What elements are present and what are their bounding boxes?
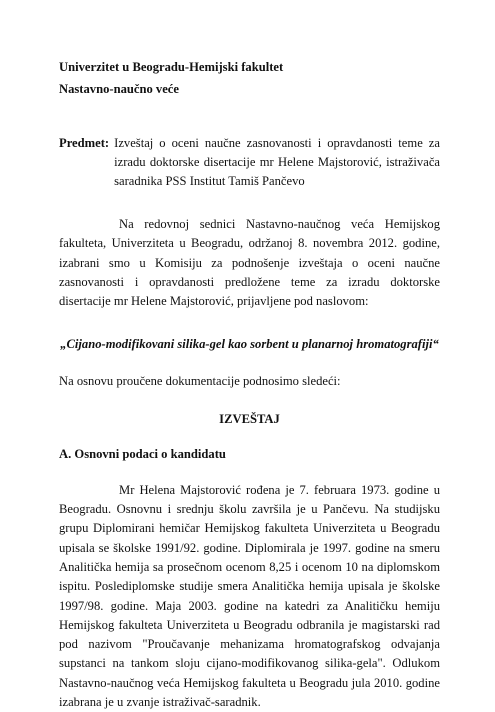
basis-sentence: Na osnovu proučene dokumentacije podnosimo sledeći: — [59, 374, 341, 389]
subject-text: Izveštaj o oceni naučne zasnovanosti i opravdanosti teme za izradu doktorske disertacije mr Helene Majstorović, istraživača saradnika PSS Institut Tamiš Pančevo — [114, 136, 440, 188]
thesis-title: „Cijano-modifikovani silika-gel kao sorbent u planarnoj hromatografiji“ — [60, 337, 439, 352]
section-a-heading: A. Osnovni podaci o kandidatu — [59, 446, 226, 461]
subject-label: Predmet: — [59, 136, 110, 150]
subject-block — [59, 134, 440, 191]
council-heading: Nastavno-naučno veće — [59, 82, 179, 96]
report-heading: IZVEŠTAJ — [219, 411, 280, 426]
candidate-paragraph: Mr Helena Majstorović rođena je 7. februara 1973. godine u Beogradu. Osnovnu i srednju školu završila je u Pančevu. Na studijsku grupu Diplomirani hemičar Hemijskog fakulteta Univerziteta u Beogradu upisala se školske 1991/92. godine. Diplomirala je 1997. godine na smeru Analitička hemija sa prosečnom ocenom 8,25 i ocenom 10 na diplomskom ispitu. Poslediplomske studije smera Analitička hemija upisala je školske 1997/98. godine. Maja 2003. godine na katedri za Analitičku hemiju Hemijskog fakulteta Univerziteta u Beogradu odbranila je magistarski rad pod nazivom "Proučavanje mehanizama hromatografskog odvajanja supstanci na tankom sloju cijano-modifikovanog silika-gela". Odlukom Nastavno-naučnog veća Hemijskog fakulteta u Beogradu jula 2010. godine izabrana je u zvanje istraživač-saradnik. — [59, 482, 440, 710]
institution-heading: Univerzitet u Beogradu-Hemijski fakultet — [59, 60, 284, 74]
intro-paragraph: Na redovnoj sednici Nastavno-naučnog veća Hemijskog fakulteta, Univerziteta u Beogradu, održanoj 8. novembra 2012. godine, izabrani smo u Komisiju za podnošenje izveštaja o oceni naučne zasnovanosti i opravdanosti predložene teme za izradu doktorske disertacije mr Helene Majstorović, prijavljene pod naslovom: — [59, 217, 440, 309]
